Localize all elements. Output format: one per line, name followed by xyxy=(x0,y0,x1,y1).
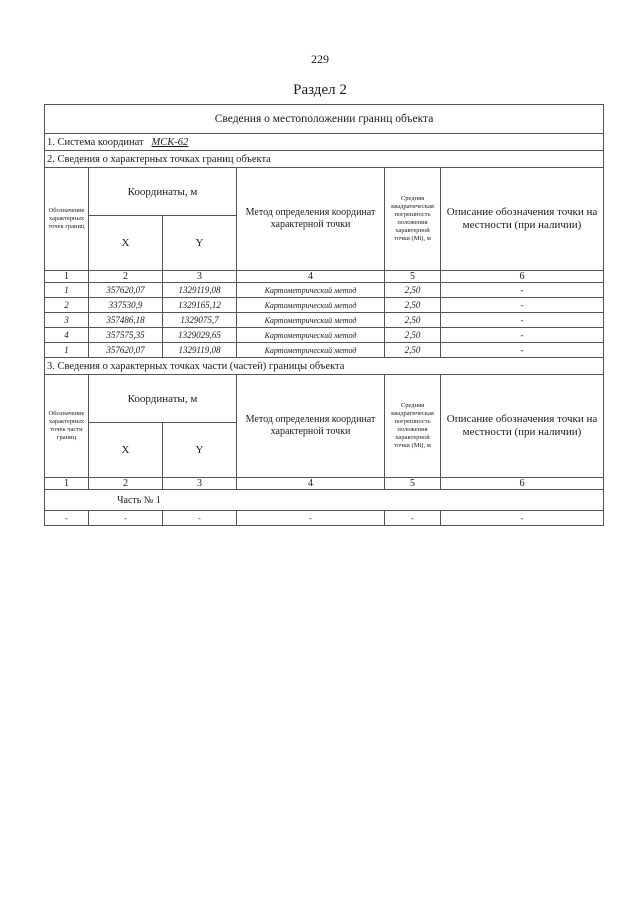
column-number: 4 xyxy=(237,478,385,490)
point-description: - xyxy=(441,343,604,358)
point-y: 1329029,65 xyxy=(163,328,237,343)
coord-system-value: МСК-62 xyxy=(151,136,189,148)
header-method: Метод определения координат характерной точки xyxy=(237,168,385,271)
header-description: Описание обозначения точки на местности (при наличии) xyxy=(441,375,604,478)
point-y: 1329075,7 xyxy=(163,313,237,328)
column-numbers-row xyxy=(45,478,604,490)
part-cell: - xyxy=(89,511,163,526)
header-coordinates: Координаты, м xyxy=(89,375,237,423)
header-accuracy: Средняя квадратическая погрешность положения характерной точки (Mt), м xyxy=(385,375,441,478)
header-y: Y xyxy=(163,216,237,271)
part-cell: - xyxy=(45,511,89,526)
point-method: Картометрический метод xyxy=(237,328,385,343)
point-number: 2 xyxy=(45,298,89,313)
column-number: 2 xyxy=(89,478,163,490)
section2-title: 2. Сведения о характерных точках границ объекта xyxy=(45,151,604,168)
column-number: 5 xyxy=(385,271,441,283)
coord-system-row xyxy=(45,134,604,151)
column-numbers-row xyxy=(45,271,604,283)
point-x: 357620,07 xyxy=(89,283,163,298)
column-number: 6 xyxy=(441,478,604,490)
coord-system-label: 1. Система координат xyxy=(47,136,144,148)
table-row xyxy=(45,298,604,313)
point-number: 4 xyxy=(45,328,89,343)
header-description: Описание обозначения точки на местности (при наличии) xyxy=(441,168,604,271)
point-description: - xyxy=(441,328,604,343)
point-x: 337530,9 xyxy=(89,298,163,313)
table-title: Сведения о местоположении границ объекта xyxy=(45,105,604,134)
point-x: 357486,18 xyxy=(89,313,163,328)
point-x: 357575,35 xyxy=(89,328,163,343)
header-y: Y xyxy=(163,423,237,478)
column-number: 2 xyxy=(89,271,163,283)
point-description: - xyxy=(441,298,604,313)
section-title: Раздел 2 xyxy=(293,82,347,98)
header-x: X xyxy=(89,423,163,478)
point-method: Картометрический метод xyxy=(237,283,385,298)
column-number: 5 xyxy=(385,478,441,490)
point-y: 1329165,12 xyxy=(163,298,237,313)
header-method: Метод определения координат характерной точки xyxy=(237,375,385,478)
point-accuracy: 2,50 xyxy=(385,298,441,313)
boundary-table xyxy=(44,104,604,526)
part-cell: - xyxy=(385,511,441,526)
point-method: Картометрический метод xyxy=(237,313,385,328)
point-description: - xyxy=(441,313,604,328)
header-coordinates: Координаты, м xyxy=(89,168,237,216)
point-number: 1 xyxy=(45,343,89,358)
column-number: 4 xyxy=(237,271,385,283)
page-number: 229 xyxy=(311,52,329,66)
column-number: 3 xyxy=(163,478,237,490)
point-accuracy: 2,50 xyxy=(385,328,441,343)
table-row xyxy=(45,328,604,343)
table-row xyxy=(45,511,604,526)
table-row xyxy=(45,313,604,328)
header-point-designation: Обозначение характерных точек границ xyxy=(45,168,89,271)
header-point-designation-part: Обозначение характерных точек части границ xyxy=(45,375,89,478)
point-accuracy: 2,50 xyxy=(385,313,441,328)
column-number: 6 xyxy=(441,271,604,283)
column-number: 1 xyxy=(45,478,89,490)
header-accuracy: Средняя квадратическая погрешность положения характерной точки (Mt), м xyxy=(385,168,441,271)
part-cell: - xyxy=(237,511,385,526)
point-y: 1329119,08 xyxy=(163,283,237,298)
point-number: 3 xyxy=(45,313,89,328)
header-x: X xyxy=(89,216,163,271)
point-accuracy: 2,50 xyxy=(385,283,441,298)
part-cell: - xyxy=(441,511,604,526)
column-number: 3 xyxy=(163,271,237,283)
part-cell: - xyxy=(163,511,237,526)
point-number: 1 xyxy=(45,283,89,298)
point-method: Картометрический метод xyxy=(237,343,385,358)
table-row xyxy=(45,283,604,298)
point-description: - xyxy=(441,283,604,298)
section3-title: 3. Сведения о характерных точках части (частей) границы объекта xyxy=(45,358,604,375)
column-number: 1 xyxy=(45,271,89,283)
point-y: 1329119,08 xyxy=(163,343,237,358)
point-method: Картометрический метод xyxy=(237,298,385,313)
table-row xyxy=(45,343,604,358)
point-x: 357620,07 xyxy=(89,343,163,358)
part-label: Часть № 1 xyxy=(45,490,604,511)
point-accuracy: 2,50 xyxy=(385,343,441,358)
